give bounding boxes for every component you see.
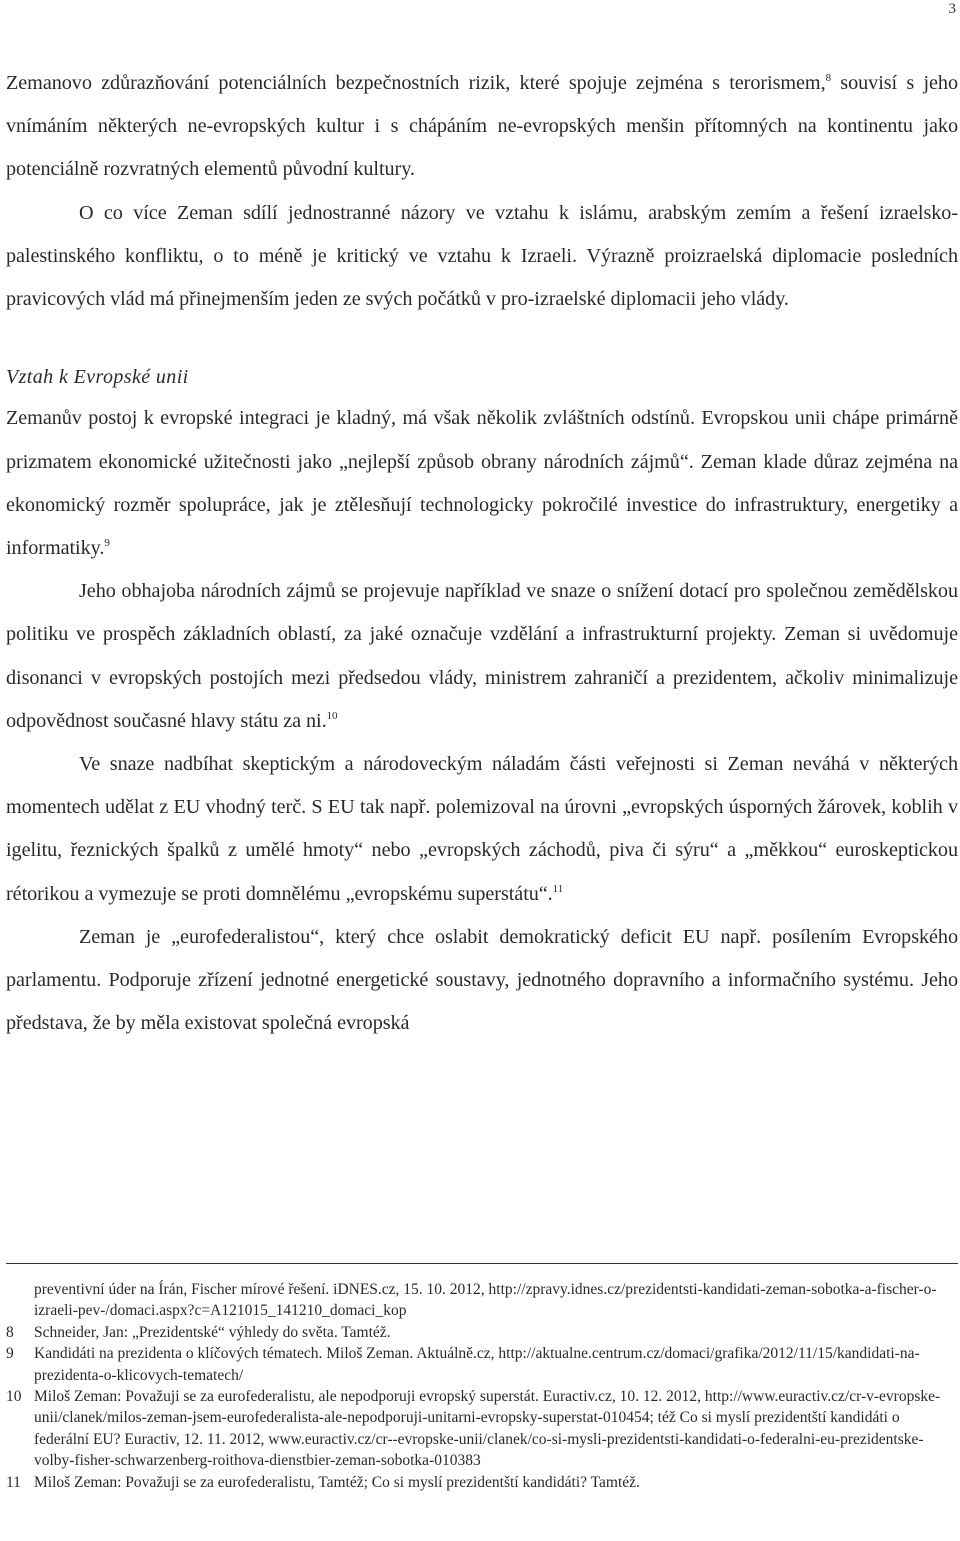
footnote [6,1322,946,1343]
footnote-number: 11 [6,1473,21,1491]
paragraph-text: Ve snaze nadbíhat skeptickým a národoveckým náladám části veřejnosti si Zeman neváhá v některých momentech udělat z EU vhodný terč. S EU tak např. polemizoval na úrovni „evropských úsporných žárovek, koblih v igelitu, řeznických špalků z umělé hmoty“ nebo „evropských záchodů, piva či sýru“ a „měkkou“ euroskeptickou rétorikou a vymezuje se proti domnělému „evropskému superstátu“. [6,753,958,905]
paragraph [6,192,958,322]
footnote-ref[interactable]: 11 [552,882,564,895]
footnote-text: Schneider, Jan: „Prezidentské“ výhledy do světa. Tamtéž. [34,1323,391,1341]
footnote-ref[interactable]: 9 [104,536,110,549]
paragraph-text: Zeman je „eurofederalistou“, který chce oslabit demokratický deficit EU např. posílením Evropského parlamentu. Podporuje zřízení jednotné energetické soustavy, jednotného dopravního a informačního systému. Jeho představa, že by měla existovat společná evropská [6,925,958,1035]
footnote [6,1386,946,1472]
footnote-text: preventivní úder na Írán, Fischer mírové řešení. iDNES.cz, 15. 10. 2012, http://zpravy.idnes.cz/prezidentsti-kandidati-zeman-sobotka-a-fischer-o-izraeli-pev-/domaci.aspx?c=A121015_141210_domaci_kop [34,1281,937,1320]
paragraph-text: Jeho obhajoba národních zájmů se projevuje například ve snaze o snížení dotací pro společnou zemědělskou politiku ve prospěch základních oblastí, za jaké označuje vzdělání a infrastrukturní projekty. Zeman si uvědomuje disonanci v evropských postojích mezi předsedou vlády, ministrem zahraničí a prezidentem, ačkoliv minimalizuje odpovědnost současné hlavy státu za ni. [6,580,958,732]
footnote-text: Miloš Zeman: Považuji se za eurofederalistu, ale nepodporuji evropský superstát. Euractiv.cz, 10. 12. 2012, http://www.euractiv.cz/cr-v-evropske-unii/clanek/milos-zeman-jsem-eurofederalista-ale-nepodporuji-unitarni-evropsky-superstat-010454; též Co si myslí prezidentští kandidáti o federální EU? Euractiv, 12. 11. 2012, www.euractiv.cz/cr--evropske-unii/clanek/co-si-mysli-prezidentsti-kandidati-o-federalni-eu-prezidentske-volby-fisher-schwarzenberg-roithova-dienstbier-zeman-sobotka-010383 [34,1388,941,1470]
footnote-separator [6,1263,958,1264]
footnote [6,1472,946,1493]
footnote-ref[interactable]: 10 [326,709,338,722]
paragraph [6,397,958,570]
footnote-number: 8 [6,1323,14,1341]
section-heading: Vztah k Evropské unii [6,366,189,389]
document-body [6,62,958,1045]
footnote-number [6,1279,34,1322]
footnote-text: Miloš Zeman: Považuji se za eurofederalistu, Tamtéž; Co si myslí prezidentští kandidáti? Tamtéž. [34,1473,640,1491]
footnote-number: 10 [6,1388,22,1406]
footnote-text: Kandidáti na prezidenta o klíčových tématech. Miloš Zeman. Aktuálně.cz, http://aktualne.centrum.cz/domaci/grafika/2012/11/15/kandidati-na-prezidenta-o-klicovych-tematech/ [34,1345,920,1384]
paragraph-text: souvisí s jeho vnímáním některých ne-evropských kultur i s chápáním ne-evropských menšin přítomných na kontinentu jako potenciálně rozvratných elementů původní kultury. [6,72,958,181]
paragraph-text: Zemanův postoj k evropské integraci je kladný, má však několik zvláštních odstínů. Evropskou unii chápe primárně prizmatem ekonomické užitečnosti jako „nejlepší způsob obrany národních zájmů“. Zeman klade důraz zejména na ekonomický rozměr spolupráce, jak je ztělesňují technologicky pokročilé investice do infrastruktury, energetiky a informatiky. [6,407,958,560]
paragraph-text: Zemanovo zdůrazňování potenciálních bezpečnostních rizik, které spojuje zejména s terorismem, [6,72,826,94]
footnote [6,1343,946,1386]
footnote [6,1279,946,1322]
page-number: 3 [948,1,956,17]
paragraph [6,916,958,1046]
paragraph [6,62,958,192]
footnote-ref[interactable]: 8 [825,71,832,84]
footnotes [6,1279,946,1493]
footnote-number: 9 [6,1345,14,1363]
paragraph [6,743,958,916]
paragraph [6,570,958,743]
paragraph-text: O co více Zeman sdílí jednostranné názory ve vztahu k islámu, arabským zemím a řešení izraelsko-palestinského konfliktu, o to méně je kritický ve vztahu k Izraeli. Výrazně proizraelská diplomacie posledních pravicových vlád má přinejmenším jeden ze svých počátků v pro-izraelské diplomacii jeho vlády. [6,201,958,311]
